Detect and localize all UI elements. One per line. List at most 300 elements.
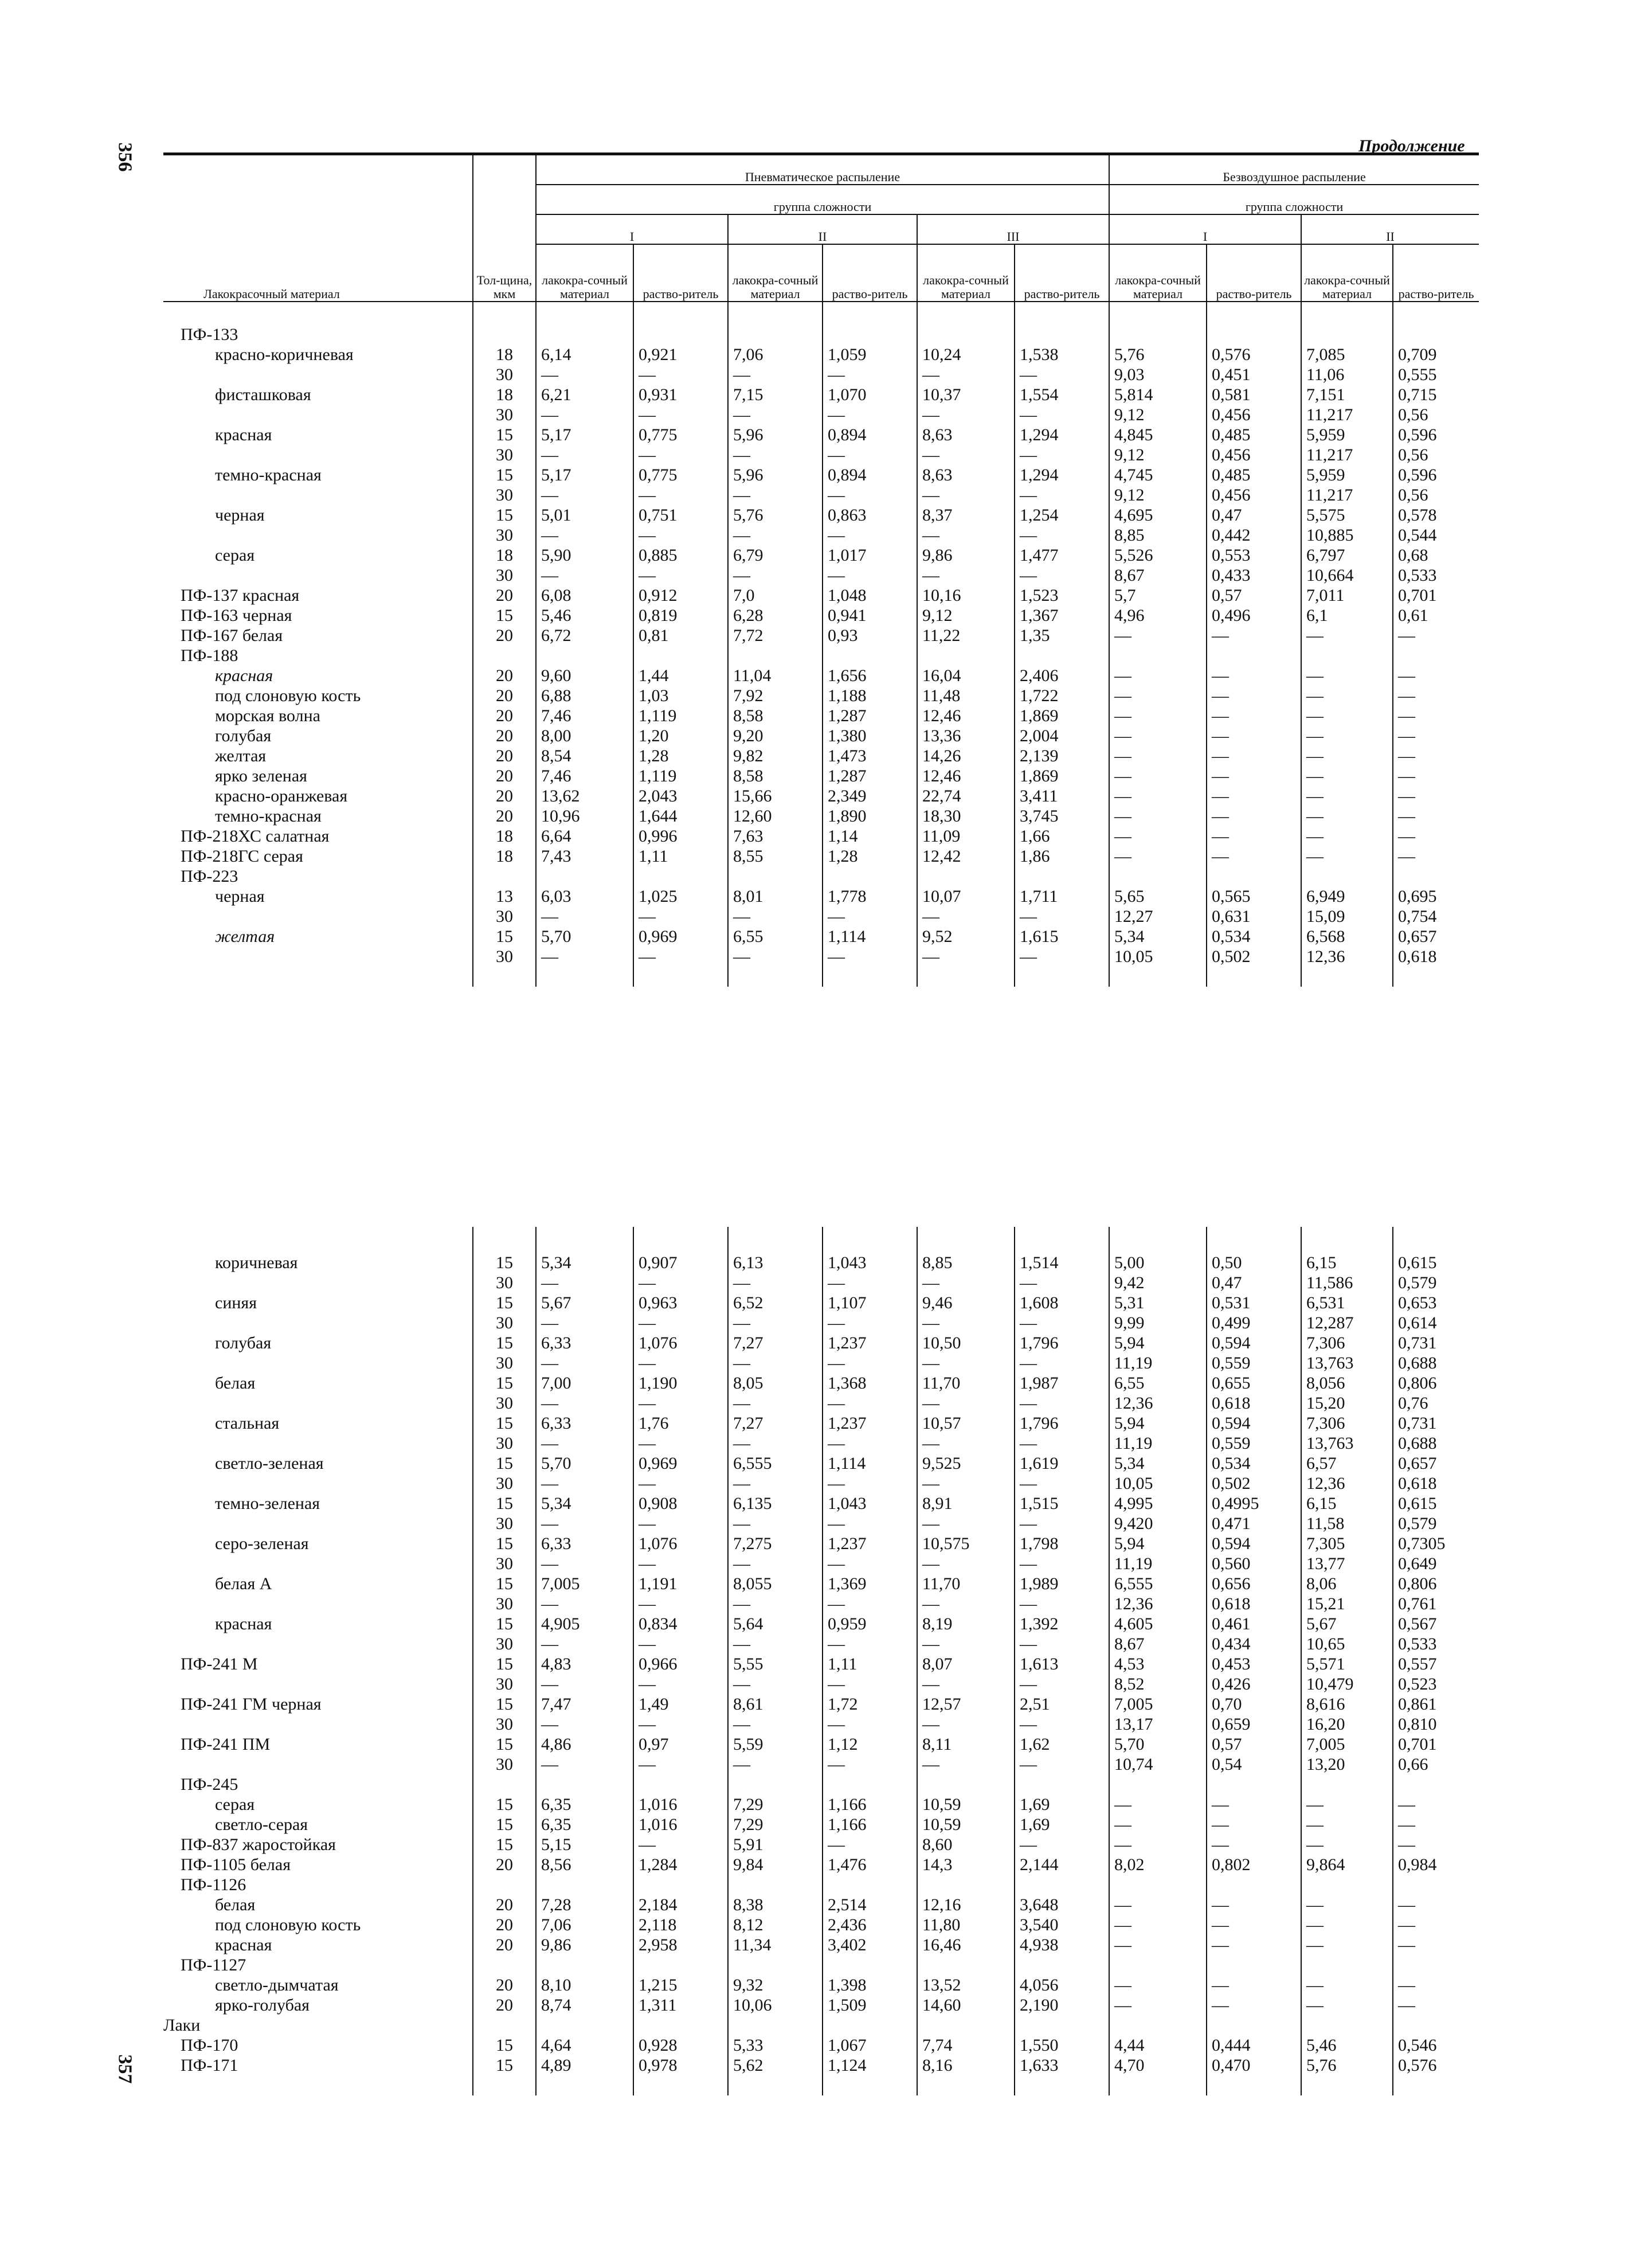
- value-cell: —: [536, 1273, 633, 1293]
- value-cell: 6,03: [536, 886, 633, 906]
- value-cell: [1301, 324, 1393, 345]
- material-name: ПФ-245: [181, 1775, 238, 1794]
- value-cell: 0,731: [1393, 1413, 1479, 1433]
- value-cell: 8,16: [917, 2055, 1015, 2075]
- value-cell: 2,144: [1015, 1855, 1109, 1875]
- value-cell: 0,56: [1393, 405, 1479, 425]
- value-cell: 16,46: [917, 1935, 1015, 1955]
- value-cell: —: [536, 906, 633, 926]
- value-cell: 1,28: [823, 846, 917, 866]
- value-cell: [1015, 866, 1109, 886]
- value-cell: —: [1301, 625, 1393, 646]
- table-row: [163, 1413, 1479, 1433]
- value-cell: 8,85: [917, 1253, 1015, 1273]
- material-name: белая: [215, 1374, 256, 1393]
- material-name: [163, 405, 473, 425]
- thickness-cell: 20: [473, 806, 536, 826]
- value-cell: [917, 646, 1015, 666]
- value-cell: —: [728, 405, 823, 425]
- value-cell: 0,695: [1393, 886, 1479, 906]
- value-cell: —: [917, 485, 1015, 505]
- value-cell: 1,796: [1015, 1413, 1109, 1433]
- value-cell: [1393, 866, 1479, 886]
- value-cell: 0,523: [1393, 1674, 1479, 1694]
- value-cell: 5,33: [728, 2035, 823, 2055]
- value-cell: 0,709: [1393, 345, 1479, 365]
- value-cell: 6,57: [1301, 1453, 1393, 1473]
- thickness-cell: 30: [473, 365, 536, 385]
- value-cell: 1,86: [1015, 846, 1109, 866]
- value-cell: —: [1015, 445, 1109, 465]
- value-cell: —: [633, 485, 728, 505]
- value-cell: —: [823, 1714, 917, 1734]
- value-cell: 1,66: [1015, 826, 1109, 846]
- table-row: [163, 846, 1479, 866]
- data-table-top: [163, 155, 1479, 987]
- thickness-cell: 15: [473, 1614, 536, 1634]
- thickness-cell: 15: [473, 2055, 536, 2075]
- value-cell: —: [1015, 365, 1109, 385]
- value-cell: 0,614: [1393, 1313, 1479, 1333]
- value-cell: 1,515: [1015, 1493, 1109, 1514]
- value-cell: 0,963: [633, 1293, 728, 1313]
- value-cell: 3,745: [1015, 806, 1109, 826]
- thickness-cell: 18: [473, 846, 536, 866]
- value-cell: 0,810: [1393, 1714, 1479, 1734]
- value-cell: 0,546: [1393, 2035, 1479, 2055]
- material-name: [163, 906, 473, 926]
- value-cell: [1301, 866, 1393, 886]
- value-cell: 8,19: [917, 1614, 1015, 1634]
- value-cell: 8,55: [728, 846, 823, 866]
- table-row: [163, 1955, 1479, 1975]
- table-row: [163, 1875, 1479, 1895]
- value-cell: 5,31: [1109, 1293, 1207, 1313]
- table-row: [163, 1975, 1479, 1995]
- material-name: белая А: [215, 1574, 272, 1593]
- thickness-cell: 18: [473, 385, 536, 405]
- table-row: [163, 2055, 1479, 2075]
- value-cell: 10,16: [917, 585, 1015, 605]
- material-name: ПФ-137 красная: [181, 586, 300, 605]
- value-cell: 1,237: [823, 1333, 917, 1353]
- value-cell: 1,311: [633, 1995, 728, 2015]
- thickness-cell: 30: [473, 1714, 536, 1734]
- value-cell: 9,864: [1301, 1855, 1393, 1875]
- value-cell: —: [823, 1674, 917, 1694]
- table-row: [163, 1855, 1479, 1875]
- thickness-cell: 20: [473, 1975, 536, 1995]
- material-name: синяя: [215, 1293, 257, 1312]
- value-cell: 5,46: [536, 605, 633, 625]
- value-cell: 7,005: [1109, 1694, 1207, 1714]
- value-cell: 4,845: [1109, 425, 1207, 445]
- value-cell: 0,941: [823, 605, 917, 625]
- thickness-cell: 20: [473, 1895, 536, 1915]
- value-cell: 5,17: [536, 465, 633, 485]
- value-cell: —: [1301, 1895, 1393, 1915]
- value-cell: 4,96: [1109, 605, 1207, 625]
- header-airless: Безвоздушное распыление: [1109, 155, 1479, 185]
- value-cell: 7,28: [536, 1895, 633, 1915]
- value-cell: 0,470: [1207, 2055, 1301, 2075]
- value-cell: 15,21: [1301, 1594, 1393, 1614]
- value-cell: 0,559: [1207, 1353, 1301, 1373]
- value-cell: 1,14: [823, 826, 917, 846]
- thickness-cell: 15: [473, 425, 536, 445]
- value-cell: —: [633, 1714, 728, 1734]
- value-cell: 5,46: [1301, 2035, 1393, 2055]
- value-cell: —: [1015, 1714, 1109, 1734]
- value-cell: —: [1207, 686, 1301, 706]
- value-cell: 0,931: [633, 385, 728, 405]
- value-cell: —: [1109, 686, 1207, 706]
- material-name: ярко-голубая: [215, 1996, 310, 2015]
- value-cell: 7,15: [728, 385, 823, 405]
- value-cell: 0,7305: [1393, 1534, 1479, 1554]
- value-cell: —: [823, 1393, 917, 1413]
- value-cell: [728, 1875, 823, 1895]
- value-cell: 11,06: [1301, 365, 1393, 385]
- value-cell: 0,456: [1207, 485, 1301, 505]
- value-cell: [1393, 646, 1479, 666]
- value-cell: [1015, 2015, 1109, 2035]
- value-cell: 0,581: [1207, 385, 1301, 405]
- value-cell: 0,578: [1393, 505, 1479, 525]
- value-cell: 5,7: [1109, 585, 1207, 605]
- value-cell: 4,056: [1015, 1975, 1109, 1995]
- value-cell: 18,30: [917, 806, 1015, 826]
- value-cell: 0,618: [1393, 947, 1479, 967]
- value-cell: —: [917, 1754, 1015, 1774]
- value-cell: 1,989: [1015, 1574, 1109, 1594]
- value-cell: —: [1393, 1794, 1479, 1815]
- value-cell: —: [1207, 806, 1301, 826]
- thickness-cell: 30: [473, 1594, 536, 1614]
- value-cell: [1015, 324, 1109, 345]
- thickness-cell: 30: [473, 1353, 536, 1373]
- header-al-g2: II: [1301, 214, 1479, 244]
- value-cell: 10,37: [917, 385, 1015, 405]
- value-cell: —: [1109, 806, 1207, 826]
- value-cell: 9,12: [1109, 485, 1207, 505]
- value-cell: —: [1301, 766, 1393, 786]
- value-cell: 3,648: [1015, 1895, 1109, 1915]
- value-cell: 1,890: [823, 806, 917, 826]
- value-cell: 6,13: [728, 1253, 823, 1273]
- header-pn-g3: III: [917, 214, 1109, 244]
- value-cell: 2,51: [1015, 1694, 1109, 1714]
- header-pn-g1: I: [536, 214, 728, 244]
- value-cell: 5,55: [728, 1654, 823, 1674]
- value-cell: 5,34: [1109, 1453, 1207, 1473]
- header-pn-g2: II: [728, 214, 917, 244]
- value-cell: 8,54: [536, 746, 633, 766]
- value-cell: 0,461: [1207, 1614, 1301, 1634]
- thickness-cell: 30: [473, 1473, 536, 1493]
- value-cell: 0,659: [1207, 1714, 1301, 1734]
- value-cell: —: [1207, 1815, 1301, 1835]
- value-cell: —: [1109, 826, 1207, 846]
- table-row: [163, 1333, 1479, 1353]
- material-name: [163, 1353, 473, 1373]
- value-cell: —: [1301, 806, 1393, 826]
- value-cell: 5,91: [728, 1835, 823, 1855]
- value-cell: [1393, 1955, 1479, 1975]
- table-row: [163, 1534, 1479, 1554]
- value-cell: 1,237: [823, 1413, 917, 1433]
- value-cell: —: [633, 1554, 728, 1574]
- value-cell: 4,44: [1109, 2035, 1207, 2055]
- value-cell: —: [917, 365, 1015, 385]
- value-cell: 0,66: [1393, 1754, 1479, 1774]
- value-cell: —: [823, 906, 917, 926]
- value-cell: 8,85: [1109, 525, 1207, 545]
- value-cell: [1207, 1955, 1301, 1975]
- value-cell: —: [1301, 746, 1393, 766]
- material-name: голубая: [215, 726, 272, 745]
- value-cell: [1109, 2015, 1207, 2035]
- value-cell: 0,485: [1207, 425, 1301, 445]
- value-cell: 0,56: [1393, 485, 1479, 505]
- value-cell: 8,06: [1301, 1574, 1393, 1594]
- value-cell: 11,09: [917, 826, 1015, 846]
- value-cell: —: [1109, 786, 1207, 806]
- value-cell: 4,905: [536, 1614, 633, 1634]
- table-row: [163, 1654, 1479, 1674]
- value-cell: 0,453: [1207, 1654, 1301, 1674]
- value-cell: 5,17: [536, 425, 633, 445]
- value-cell: —: [728, 525, 823, 545]
- value-cell: —: [1109, 1794, 1207, 1815]
- value-cell: 1,166: [823, 1815, 917, 1835]
- value-cell: —: [823, 1514, 917, 1534]
- value-cell: 8,63: [917, 465, 1015, 485]
- value-cell: 8,01: [728, 886, 823, 906]
- value-cell: 14,26: [917, 746, 1015, 766]
- header-paint: лакокра-сочный материал: [1301, 244, 1393, 302]
- value-cell: —: [728, 365, 823, 385]
- value-cell: —: [633, 906, 728, 926]
- value-cell: 11,70: [917, 1373, 1015, 1393]
- value-cell: 8,07: [917, 1654, 1015, 1674]
- thickness-cell: 30: [473, 1634, 536, 1654]
- value-cell: —: [1301, 846, 1393, 866]
- value-cell: 1,28: [633, 746, 728, 766]
- value-cell: —: [536, 405, 633, 425]
- value-cell: 1,070: [823, 385, 917, 405]
- value-cell: —: [728, 1273, 823, 1293]
- material-name: [163, 1313, 473, 1333]
- value-cell: —: [728, 485, 823, 505]
- value-cell: [917, 866, 1015, 886]
- value-cell: 0,731: [1393, 1333, 1479, 1353]
- value-cell: 6,52: [728, 1293, 823, 1313]
- value-cell: 0,701: [1393, 1734, 1479, 1754]
- material-name: красная: [215, 1935, 272, 1954]
- value-cell: 4,83: [536, 1654, 633, 1674]
- value-cell: 0,701: [1393, 585, 1479, 605]
- thickness-cell: [473, 1875, 536, 1895]
- header-paint: лакокра-сочный материал: [917, 244, 1015, 302]
- thickness-cell: 15: [473, 1574, 536, 1594]
- value-cell: —: [536, 1353, 633, 1373]
- value-cell: —: [1207, 1895, 1301, 1915]
- value-cell: 1,368: [823, 1373, 917, 1393]
- value-cell: 16,20: [1301, 1714, 1393, 1734]
- value-cell: 0,47: [1207, 505, 1301, 525]
- value-cell: —: [1015, 1433, 1109, 1453]
- table-row: [163, 906, 1479, 926]
- value-cell: —: [536, 947, 633, 967]
- material-name: ярко зеленая: [215, 767, 307, 785]
- value-cell: 2,514: [823, 1895, 917, 1915]
- value-cell: 8,12: [728, 1915, 823, 1935]
- material-name: [163, 1473, 473, 1493]
- value-cell: —: [1393, 1915, 1479, 1935]
- table-row: [163, 385, 1479, 405]
- value-cell: —: [633, 1674, 728, 1694]
- value-cell: —: [728, 947, 823, 967]
- value-cell: 5,571: [1301, 1654, 1393, 1674]
- table-row: [163, 1574, 1479, 1594]
- value-cell: 12,46: [917, 706, 1015, 726]
- table-row: [163, 1293, 1479, 1313]
- value-cell: —: [1301, 666, 1393, 686]
- value-cell: 9,86: [917, 545, 1015, 565]
- table-row: [163, 926, 1479, 947]
- value-cell: 6,33: [536, 1333, 633, 1353]
- value-cell: 0,456: [1207, 405, 1301, 425]
- value-cell: —: [1015, 1835, 1109, 1855]
- thickness-cell: 15: [473, 1794, 536, 1815]
- value-cell: 5,64: [728, 1614, 823, 1634]
- value-cell: 11,04: [728, 666, 823, 686]
- value-cell: 8,67: [1109, 1634, 1207, 1654]
- thickness-cell: 20: [473, 585, 536, 605]
- thickness-cell: 30: [473, 1754, 536, 1774]
- value-cell: —: [1393, 786, 1479, 806]
- value-cell: [1207, 646, 1301, 666]
- value-cell: —: [1393, 806, 1479, 826]
- value-cell: 11,22: [917, 625, 1015, 646]
- value-cell: 1,656: [823, 666, 917, 686]
- value-cell: [728, 1955, 823, 1975]
- value-cell: 1,20: [633, 726, 728, 746]
- thickness-cell: 20: [473, 686, 536, 706]
- value-cell: 1,016: [633, 1815, 728, 1835]
- value-cell: 0,966: [633, 1654, 728, 1674]
- table-row: [163, 706, 1479, 726]
- value-cell: 5,59: [728, 1734, 823, 1754]
- value-cell: 10,65: [1301, 1634, 1393, 1654]
- value-cell: —: [917, 1273, 1015, 1293]
- material-name: ПФ-167 белая: [181, 626, 283, 645]
- value-cell: 1,254: [1015, 505, 1109, 525]
- header-group-airless: группа сложности: [1109, 185, 1479, 214]
- table-row: [163, 1453, 1479, 1473]
- material-name: темно-красная: [215, 466, 322, 484]
- value-cell: [536, 1875, 633, 1895]
- value-cell: 1,473: [823, 746, 917, 766]
- value-cell: 6,15: [1301, 1253, 1393, 1273]
- table-row: [163, 1714, 1479, 1734]
- value-cell: 8,63: [917, 425, 1015, 445]
- thickness-cell: 15: [473, 1815, 536, 1835]
- thickness-cell: 30: [473, 405, 536, 425]
- value-cell: 0,618: [1207, 1594, 1301, 1614]
- value-cell: 0,68: [1393, 545, 1479, 565]
- value-cell: [1393, 1875, 1479, 1895]
- value-cell: 4,86: [536, 1734, 633, 1754]
- value-cell: 1,114: [823, 1453, 917, 1473]
- value-cell: —: [728, 1353, 823, 1373]
- value-cell: 0,688: [1393, 1433, 1479, 1453]
- value-cell: 6,531: [1301, 1293, 1393, 1313]
- value-cell: 0,761: [1393, 1594, 1479, 1614]
- value-cell: [633, 2015, 728, 2035]
- value-cell: —: [536, 1514, 633, 1534]
- material-name: ПФ-241 ГМ черная: [181, 1695, 322, 1714]
- value-cell: [1393, 1774, 1479, 1794]
- material-name: коричневая: [215, 1253, 298, 1272]
- table-row: [163, 345, 1479, 365]
- value-cell: 0,434: [1207, 1634, 1301, 1654]
- thickness-cell: 13: [473, 886, 536, 906]
- value-cell: —: [1393, 726, 1479, 746]
- value-cell: 11,19: [1109, 1433, 1207, 1453]
- value-cell: 15,66: [728, 786, 823, 806]
- value-cell: 4,745: [1109, 465, 1207, 485]
- value-cell: 11,217: [1301, 405, 1393, 425]
- value-cell: 0,978: [633, 2055, 728, 2075]
- value-cell: 0,533: [1393, 565, 1479, 585]
- table-row: [163, 1433, 1479, 1453]
- value-cell: —: [1207, 625, 1301, 646]
- material-name: ПФ-241 М: [181, 1655, 258, 1673]
- table-row: [163, 646, 1479, 666]
- value-cell: —: [917, 1674, 1015, 1694]
- value-cell: —: [633, 1514, 728, 1534]
- material-name: стальная: [215, 1414, 280, 1433]
- value-cell: 8,58: [728, 766, 823, 786]
- value-cell: —: [1207, 1995, 1301, 2015]
- value-cell: —: [1393, 666, 1479, 686]
- value-cell: 1,35: [1015, 625, 1109, 646]
- value-cell: 0,653: [1393, 1293, 1479, 1313]
- value-cell: 7,29: [728, 1794, 823, 1815]
- value-cell: —: [1301, 686, 1393, 706]
- value-cell: —: [917, 1473, 1015, 1493]
- value-cell: 7,06: [728, 345, 823, 365]
- value-cell: 5,76: [1109, 345, 1207, 365]
- value-cell: 8,60: [917, 1835, 1015, 1855]
- material-name: красная: [215, 666, 273, 685]
- value-cell: —: [1301, 1935, 1393, 1955]
- table-row: [163, 746, 1479, 766]
- table-row: [163, 726, 1479, 746]
- value-cell: 12,36: [1301, 1473, 1393, 1493]
- value-cell: —: [823, 485, 917, 505]
- table-row: [163, 1313, 1479, 1333]
- value-cell: 1,49: [633, 1694, 728, 1714]
- table-row: [163, 625, 1479, 646]
- value-cell: —: [1015, 405, 1109, 425]
- thickness-cell: 20: [473, 706, 536, 726]
- value-cell: —: [1015, 1393, 1109, 1413]
- value-cell: —: [728, 1433, 823, 1453]
- value-cell: 1,367: [1015, 605, 1109, 625]
